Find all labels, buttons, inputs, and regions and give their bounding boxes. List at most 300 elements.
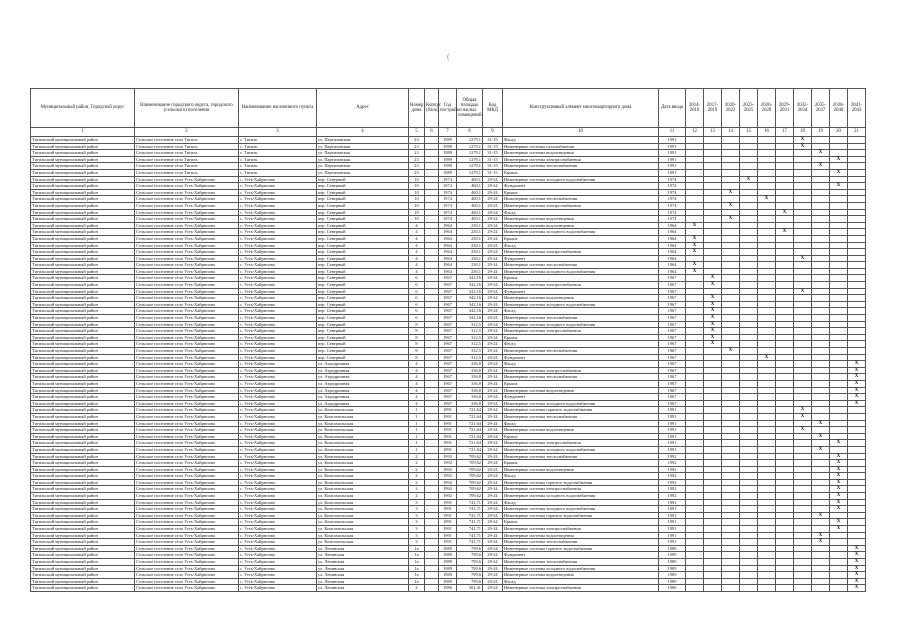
column-number: 2 <box>135 128 239 137</box>
period-mark-cell <box>686 565 704 572</box>
table-cell: Инженерные системы холодного водоснабжения <box>503 493 659 500</box>
period-mark-cell <box>812 301 830 308</box>
table-cell: 1279,1 <box>457 143 483 150</box>
table-cell: Тигильский муниципальный район <box>31 189 135 196</box>
table-cell: с. Усть-Хайрюзово <box>239 262 317 269</box>
table-cell: 6 <box>409 315 425 322</box>
table-cell: пер. Северный <box>317 242 409 249</box>
period-mark-cell <box>830 341 848 348</box>
table-cell: 1974 <box>659 202 686 209</box>
period-mark-cell <box>758 532 776 539</box>
table-cell: Сельское поселение село Усть-Хайрюзово <box>135 413 239 420</box>
period-mark-cell <box>776 519 794 526</box>
period-mark-cell <box>794 295 812 302</box>
period-mark-cell <box>812 229 830 236</box>
table-cell: 1967 <box>659 288 686 295</box>
period-mark-cell <box>848 499 866 506</box>
period-mark-cell <box>686 156 704 163</box>
period-mark-cell <box>686 394 704 401</box>
table-body <box>31 137 866 592</box>
table-cell: ул. Партизанская <box>317 169 409 176</box>
period-mark-cell <box>794 361 812 368</box>
period-mark-cell <box>740 578 758 585</box>
period-mark-cell: X <box>848 572 866 579</box>
period-mark-cell <box>830 189 848 196</box>
table-cell: Тигильский муниципальный район <box>31 539 135 546</box>
period-mark-cell <box>776 262 794 269</box>
period-mark-cell <box>686 572 704 579</box>
period-mark-cell <box>812 235 830 242</box>
period-mark-cell <box>830 361 848 368</box>
period-mark-cell <box>686 460 704 467</box>
period-mark-cell <box>722 163 740 170</box>
table-row <box>31 572 866 579</box>
table-cell: 1279,1 <box>457 156 483 163</box>
period-mark-cell <box>776 249 794 256</box>
table-cell: 29-24 <box>483 196 503 203</box>
table-cell: 1991 <box>659 143 686 150</box>
table-cell: 4 <box>409 394 425 401</box>
period-mark-cell <box>794 433 812 440</box>
table-row <box>31 202 866 209</box>
period-mark-cell <box>758 275 776 282</box>
table-cell: Сельское поселение село Тигиль <box>135 150 239 157</box>
period-mark-cell <box>812 348 830 355</box>
period-mark-cell <box>776 572 794 579</box>
table-cell <box>425 413 439 420</box>
table-cell: 1279,1 <box>457 150 483 157</box>
table-cell: Сельское поселение село Усть-Хайрюзово <box>135 235 239 242</box>
table-row <box>31 242 866 249</box>
table-cell: Инженерные системы водоотведения <box>503 387 659 394</box>
column-number: 13 <box>704 128 722 137</box>
table-cell: 342,16 <box>457 288 483 295</box>
table-cell: ул. Комсомольская <box>317 466 409 473</box>
period-mark-cell <box>848 532 866 539</box>
table-cell: 1991 <box>439 506 457 513</box>
period-mark-cell <box>794 354 812 361</box>
table-cell: 721,64 <box>457 413 483 420</box>
table-row <box>31 512 866 519</box>
table-cell: 2 <box>409 493 425 500</box>
period-mark-cell <box>740 453 758 460</box>
table-cell: 1991 <box>659 539 686 546</box>
table-row <box>31 209 866 216</box>
period-mark-cell <box>848 440 866 447</box>
table-cell: 1967 <box>439 394 457 401</box>
table-cell: Сельское поселение село Усть-Хайрюзово <box>135 315 239 322</box>
table-cell: Тигильский муниципальный район <box>31 150 135 157</box>
table-cell: Инженерные системы горячего водоснабжения <box>503 479 659 486</box>
column-header: Конструктивный элемент многоквартирного дома <box>503 89 659 128</box>
table-cell: 336,8 <box>457 400 483 407</box>
period-mark-cell <box>830 374 848 381</box>
table-cell: с. Усть-Хайрюзово <box>239 466 317 473</box>
table-cell <box>425 295 439 302</box>
period-mark-cell <box>812 361 830 368</box>
period-mark-cell <box>758 440 776 447</box>
table-cell: с. Усть-Хайрюзово <box>239 235 317 242</box>
table-cell: с. Тигиль <box>239 156 317 163</box>
period-mark-cell <box>848 242 866 249</box>
table-cell: ул. Аэродромная <box>317 367 409 374</box>
period-mark-cell <box>830 143 848 150</box>
table-cell: пер. Северный <box>317 202 409 209</box>
table-row <box>31 446 866 453</box>
period-mark-cell <box>812 137 830 144</box>
table-cell: с. Усть-Хайрюзово <box>239 407 317 414</box>
period-mark-cell <box>812 380 830 387</box>
table-cell: Инженерные системы холодного водоснабжения <box>503 176 659 183</box>
table-cell: Сельское поселение село Усть-Хайрюзово <box>135 361 239 368</box>
table-cell: 29-24 <box>483 506 503 513</box>
table-row <box>31 150 866 157</box>
period-mark-cell: X <box>848 394 866 401</box>
table-cell: Инженерные системы теплоснабжения <box>503 262 659 269</box>
table-cell: 1989 <box>439 150 457 157</box>
period-mark-cell <box>812 196 830 203</box>
period-mark-cell <box>686 361 704 368</box>
period-mark-cell <box>722 440 740 447</box>
period-mark-cell <box>722 545 740 552</box>
table-cell: 1989 <box>439 572 457 579</box>
column-number: 10 <box>503 128 659 137</box>
period-mark-cell <box>740 150 758 157</box>
table-cell: 1974 <box>439 189 457 196</box>
period-mark-cell <box>758 387 776 394</box>
table-cell <box>425 255 439 262</box>
period-mark-cell <box>722 532 740 539</box>
table-cell: 1992 <box>439 479 457 486</box>
table-cell <box>425 565 439 572</box>
table-cell: 1964 <box>659 222 686 229</box>
table-cell: с. Усть-Хайрюзово <box>239 282 317 289</box>
table-cell <box>425 545 439 552</box>
column-header: Муниципальный район, Городской округ <box>31 89 135 128</box>
period-mark-cell <box>740 413 758 420</box>
table-cell: 709,62 <box>457 493 483 500</box>
period-mark-cell <box>686 196 704 203</box>
table-cell: с. Усть-Хайрюзово <box>239 578 317 585</box>
table-cell: 29-24 <box>483 249 503 256</box>
period-mark-cell <box>704 235 722 242</box>
period-mark-cell <box>758 572 776 579</box>
table-cell: Инженерные системы холодного водоснабжения <box>503 321 659 328</box>
period-mark-cell <box>722 578 740 585</box>
table-cell: 3 <box>409 506 425 513</box>
period-mark-cell <box>722 169 740 176</box>
period-mark-cell <box>830 367 848 374</box>
table-cell: пер. Северный <box>317 288 409 295</box>
period-mark-cell <box>812 216 830 223</box>
period-mark-cell <box>740 427 758 434</box>
table-cell: Инженерные системы теплоснабжения <box>503 315 659 322</box>
column-header: Год постройки <box>439 89 457 128</box>
period-mark-cell <box>758 552 776 559</box>
period-mark-cell <box>740 137 758 144</box>
table-cell: 709,62 <box>457 486 483 493</box>
table-cell: с. Усть-Хайрюзово <box>239 354 317 361</box>
table-cell: 1992 <box>439 453 457 460</box>
period-mark-cell <box>848 189 866 196</box>
table-cell: 4 <box>409 380 425 387</box>
table-cell: Тигильский муниципальный район <box>31 262 135 269</box>
period-mark-cell <box>704 506 722 513</box>
period-mark-cell <box>794 380 812 387</box>
period-mark-cell <box>686 163 704 170</box>
table-cell: с. Тигиль <box>239 137 317 144</box>
column-header: 2026-2028 <box>758 89 776 128</box>
table-cell: 1992 <box>439 493 457 500</box>
table-cell: Инженерные системы теплоснабжения <box>503 374 659 381</box>
period-mark-cell <box>848 229 866 236</box>
period-mark-cell <box>740 163 758 170</box>
column-header: 2017-2019 <box>704 89 722 128</box>
period-mark-cell <box>830 255 848 262</box>
table-cell: 23 <box>409 150 425 157</box>
period-mark-cell <box>758 526 776 533</box>
table-cell: ул. Ленинская <box>317 565 409 572</box>
table-cell: 2 <box>409 460 425 467</box>
table-cell: 29-24 <box>483 460 503 467</box>
column-number: 19 <box>812 128 830 137</box>
period-mark-cell <box>740 407 758 414</box>
table-cell <box>425 519 439 526</box>
table-cell: 1 <box>409 446 425 453</box>
period-mark-cell <box>794 578 812 585</box>
table-cell: с. Усть-Хайрюзово <box>239 519 317 526</box>
period-mark-cell <box>776 156 794 163</box>
table-cell: 3 <box>409 526 425 533</box>
period-mark-cell <box>794 301 812 308</box>
table-cell <box>425 407 439 414</box>
period-mark-cell <box>722 361 740 368</box>
period-mark-cell <box>758 394 776 401</box>
table-cell: Сельское поселение село Усть-Хайрюзово <box>135 539 239 546</box>
period-mark-cell <box>740 321 758 328</box>
table-cell: Крыша <box>503 235 659 242</box>
period-mark-cell <box>722 288 740 295</box>
table-cell: Сельское поселение село Усть-Хайрюзово <box>135 275 239 282</box>
period-mark-cell: X <box>704 315 722 322</box>
table-cell <box>425 288 439 295</box>
table-cell: Тигильский муниципальный район <box>31 202 135 209</box>
table-cell: Сельское поселение село Усть-Хайрюзово <box>135 578 239 585</box>
period-mark-cell: X <box>830 473 848 480</box>
table-row <box>31 479 866 486</box>
table-cell: 1967 <box>439 288 457 295</box>
table-cell: 1967 <box>659 354 686 361</box>
table-row <box>31 380 866 387</box>
table-cell: Сельское поселение село Усть-Хайрюзово <box>135 321 239 328</box>
table-cell: 29-24 <box>483 374 503 381</box>
period-mark-cell <box>830 268 848 275</box>
table-cell: Инженерные системы водоотведения <box>503 295 659 302</box>
table-cell: 312,5 <box>457 321 483 328</box>
period-mark-cell <box>686 341 704 348</box>
period-mark-cell <box>686 440 704 447</box>
period-mark-cell <box>758 380 776 387</box>
period-mark-cell <box>776 407 794 414</box>
period-mark-cell <box>704 387 722 394</box>
table-cell <box>425 552 439 559</box>
period-mark-cell <box>776 466 794 473</box>
period-mark-cell: X <box>848 585 866 592</box>
table-cell: Тигильский муниципальный район <box>31 394 135 401</box>
period-mark-cell: X <box>848 559 866 566</box>
table-cell <box>425 374 439 381</box>
period-mark-cell <box>758 328 776 335</box>
period-mark-cell <box>704 196 722 203</box>
period-mark-cell: X <box>848 380 866 387</box>
table-cell: ул. Комсомольская <box>317 479 409 486</box>
table-row <box>31 374 866 381</box>
table-cell: Сельское поселение село Усть-Хайрюзово <box>135 387 239 394</box>
table-cell: Сельское поселение село Усть-Хайрюзово <box>135 249 239 256</box>
column-header: 2020-2022 <box>722 89 740 128</box>
table-cell: Сельское поселение село Усть-Хайрюзово <box>135 506 239 513</box>
table-cell: Сельское поселение село Усть-Хайрюзово <box>135 532 239 539</box>
period-mark-cell <box>722 367 740 374</box>
period-mark-cell <box>830 229 848 236</box>
period-mark-cell <box>776 321 794 328</box>
period-mark-cell <box>830 209 848 216</box>
period-mark-cell <box>758 242 776 249</box>
table-cell: Инженерные системы электроснабжения <box>503 367 659 374</box>
table-cell: Крыша <box>503 334 659 341</box>
period-mark-cell <box>722 143 740 150</box>
table-cell: Инженерные системы водоотведения <box>503 572 659 579</box>
period-mark-cell <box>776 169 794 176</box>
table-cell: 29-24 <box>483 354 503 361</box>
table-cell: Сельское поселение село Усть-Хайрюзово <box>135 262 239 269</box>
table-row <box>31 169 866 176</box>
period-mark-cell <box>758 506 776 513</box>
table-cell: 342,16 <box>457 308 483 315</box>
table-cell: 301,41 <box>457 585 483 592</box>
table-cell: с. Усть-Хайрюзово <box>239 189 317 196</box>
period-mark-cell <box>776 446 794 453</box>
table-cell: Инженерные системы электроснабжения <box>503 156 659 163</box>
table-cell: с. Усть-Хайрюзово <box>239 255 317 262</box>
table-cell: Тигильский муниципальный район <box>31 433 135 440</box>
table-cell: Тигильский муниципальный район <box>31 387 135 394</box>
table-cell: Сельское поселение село Усть-Хайрюзово <box>135 301 239 308</box>
table-cell: 29-24 <box>483 466 503 473</box>
table-cell: 1 <box>409 420 425 427</box>
table-cell: 1967 <box>439 348 457 355</box>
table-row <box>31 334 866 341</box>
table-cell <box>425 235 439 242</box>
table-row <box>31 262 866 269</box>
period-mark-cell <box>722 427 740 434</box>
period-mark-cell <box>686 334 704 341</box>
table-cell: 29-24 <box>483 420 503 427</box>
table-cell: Тигильский муниципальный район <box>31 308 135 315</box>
period-mark-cell <box>776 255 794 262</box>
period-mark-cell <box>812 169 830 176</box>
period-mark-cell <box>722 321 740 328</box>
table-cell: 31-15 <box>483 150 503 157</box>
table-cell: 1992 <box>439 473 457 480</box>
table-cell <box>425 209 439 216</box>
period-mark-cell <box>776 282 794 289</box>
period-mark-cell <box>686 413 704 420</box>
table-cell <box>425 202 439 209</box>
table-cell: с. Усть-Хайрюзово <box>239 545 317 552</box>
period-mark-cell <box>812 202 830 209</box>
period-mark-cell <box>830 446 848 453</box>
table-cell: Тигильский муниципальный район <box>31 559 135 566</box>
table-row <box>31 255 866 262</box>
period-mark-cell <box>848 407 866 414</box>
period-mark-cell: X <box>848 400 866 407</box>
period-mark-cell <box>686 407 704 414</box>
table-cell: Фундамент <box>503 183 659 190</box>
table-cell: Тигильский муниципальный район <box>31 367 135 374</box>
table-cell: 10 <box>409 183 425 190</box>
table-cell: 1279,1 <box>457 137 483 144</box>
period-mark-cell <box>794 169 812 176</box>
column-number: 4 <box>317 128 409 137</box>
period-mark-cell <box>722 446 740 453</box>
table-cell: ул. Комсомольская <box>317 506 409 513</box>
table-cell: с. Усть-Хайрюзово <box>239 321 317 328</box>
table-cell: 1989 <box>439 559 457 566</box>
period-mark-cell <box>740 367 758 374</box>
period-mark-cell: X <box>812 539 830 546</box>
table-cell <box>425 380 439 387</box>
period-mark-cell: X <box>704 308 722 315</box>
period-mark-cell <box>794 473 812 480</box>
period-mark-cell <box>830 387 848 394</box>
period-mark-cell <box>704 407 722 414</box>
period-mark-cell <box>704 183 722 190</box>
table-cell <box>425 137 439 144</box>
period-mark-cell <box>722 176 740 183</box>
period-mark-cell <box>812 334 830 341</box>
column-number: 16 <box>758 128 776 137</box>
table-cell: 342,16 <box>457 295 483 302</box>
period-mark-cell <box>848 427 866 434</box>
table-cell: 1989 <box>439 156 457 163</box>
table-cell: Сельское поселение село Усть-Хайрюзово <box>135 202 239 209</box>
column-number: 17 <box>776 128 794 137</box>
table-cell: ул. Комсомольская <box>317 413 409 420</box>
period-mark-cell <box>812 585 830 592</box>
table-cell: 799,6 <box>457 572 483 579</box>
period-mark-cell <box>848 183 866 190</box>
period-mark-cell <box>740 262 758 269</box>
table-cell: Фасад <box>503 341 659 348</box>
period-mark-cell <box>686 354 704 361</box>
table-cell: 1967 <box>439 387 457 394</box>
period-mark-cell <box>704 413 722 420</box>
table-cell: 230,1 <box>457 262 483 269</box>
period-mark-cell <box>740 308 758 315</box>
period-mark-cell: X <box>812 446 830 453</box>
column-number: 18 <box>794 128 812 137</box>
period-mark-cell: X <box>794 288 812 295</box>
table-cell: ул. Комсомольская <box>317 519 409 526</box>
table-cell: 29-24 <box>483 440 503 447</box>
period-mark-cell: X <box>722 348 740 355</box>
table-row <box>31 361 866 368</box>
table-cell: пер. Северный <box>317 189 409 196</box>
period-mark-cell <box>722 275 740 282</box>
table-cell: 1967 <box>659 295 686 302</box>
table-cell: Тигильский муниципальный район <box>31 361 135 368</box>
